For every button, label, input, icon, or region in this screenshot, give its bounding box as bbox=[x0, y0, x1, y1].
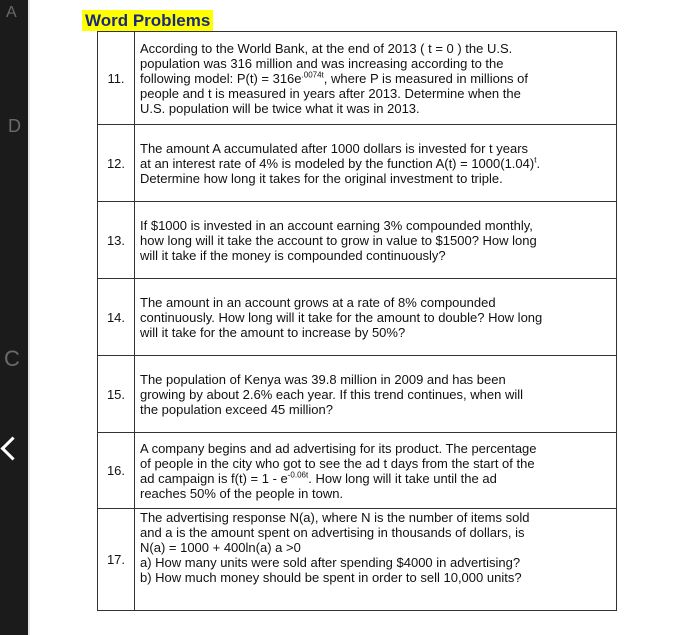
problem-line: If $1000 is invested in an account earning 3% compounded monthly, bbox=[140, 218, 533, 233]
sidebar-letter-d: D bbox=[8, 116, 21, 136]
problem-number: 12. bbox=[98, 125, 135, 202]
line-text: , where P is measured in millions of bbox=[323, 71, 529, 86]
problem-row bbox=[98, 433, 617, 509]
exponent: -0.06t bbox=[287, 470, 309, 480]
problem-line: and a is the amount spent on advertising in thousands of dollars, is bbox=[140, 525, 525, 540]
problem-line: growing by about 2.6% each year. If this trend continues, when will bbox=[140, 387, 523, 402]
problem-text bbox=[135, 433, 617, 509]
problem-number: 11. bbox=[98, 32, 135, 125]
problem-row bbox=[98, 202, 617, 279]
problem-number: 14. bbox=[98, 279, 135, 356]
line-text: at an interest rate of 4% is modeled by the function A(t) = 1000(1.04) bbox=[140, 156, 535, 171]
problem-line: will it take for the amount to increase by 50%? bbox=[140, 325, 406, 340]
problem-line bbox=[140, 156, 610, 171]
problem-line: of people in the city who got to see the ad t days from the start of the bbox=[140, 456, 535, 471]
problem-line: continuously. How long will it take for the amount to double? How long bbox=[140, 310, 543, 325]
problem-line: Determine how long it takes for the original investment to triple. bbox=[140, 171, 503, 186]
line-text: following model: P(t) = 316e bbox=[140, 71, 302, 86]
problem-line: a) How many units were sold after spending $4000 in advertising? bbox=[140, 555, 521, 570]
exponent: t bbox=[534, 155, 537, 165]
problem-text bbox=[135, 356, 617, 433]
problem-number: 16. bbox=[98, 433, 135, 509]
page-title: Word Problems bbox=[82, 10, 213, 31]
problem-line: N(a) = 1000 + 400ln(a) a >0 bbox=[140, 540, 301, 555]
sidebar-letter-a: A bbox=[6, 4, 17, 21]
problem-text bbox=[135, 32, 617, 125]
line-text: ad campaign is f(t) = 1 - e bbox=[140, 471, 288, 486]
problem-line: reaches 50% of the people in town. bbox=[140, 486, 344, 501]
problem-text bbox=[135, 279, 617, 356]
problem-row bbox=[98, 509, 617, 611]
sidebar-letter-c: C bbox=[4, 346, 20, 371]
problem-line: people and t is measured in years after 2013. Determine when the bbox=[140, 86, 521, 101]
chevron-left-icon[interactable] bbox=[0, 436, 24, 460]
problem-line: U.S. population will be twice what it was in 2013. bbox=[140, 101, 420, 116]
problem-number: 15. bbox=[98, 356, 135, 433]
problem-line: A company begins and ad advertising for its product. The percentage bbox=[140, 441, 537, 456]
problem-row bbox=[98, 279, 617, 356]
problem-line: how long will it take the account to grow in value to $1500? How long bbox=[140, 233, 537, 248]
line-text: . bbox=[536, 156, 541, 171]
problem-row bbox=[98, 356, 617, 433]
problem-line: The amount in an account grows at a rate of 8% compounded bbox=[140, 295, 496, 310]
problem-line: the population exceed 45 million? bbox=[140, 402, 333, 417]
problems-table bbox=[97, 31, 617, 611]
problem-line bbox=[140, 471, 610, 486]
problem-line: population was 316 million and was increasing according to the bbox=[140, 56, 504, 71]
problem-text bbox=[135, 509, 617, 611]
problem-line: will it take if the money is compounded continuously? bbox=[140, 248, 446, 263]
problem-line: The advertising response N(a), where N is the number of items sold bbox=[140, 510, 530, 525]
problem-line: According to the World Bank, at the end of 2013 ( t = 0 ) the U.S. bbox=[140, 41, 513, 56]
problem-row bbox=[98, 125, 617, 202]
panel-divider bbox=[28, 0, 30, 635]
problem-line bbox=[140, 71, 610, 86]
problem-number: 13. bbox=[98, 202, 135, 279]
problem-line: The population of Kenya was 39.8 million in 2009 and has been bbox=[140, 372, 506, 387]
problem-line: The amount A accumulated after 1000 dollars is invested for t years bbox=[140, 141, 529, 156]
problem-number: 17. bbox=[98, 509, 135, 611]
line-text: . How long will it take until the ad bbox=[308, 471, 497, 486]
problem-text bbox=[135, 125, 617, 202]
problem-line: b) How much money should be spent in order to sell 10,000 units? bbox=[140, 570, 522, 585]
exponent: .0074t bbox=[301, 70, 324, 80]
problem-text bbox=[135, 202, 617, 279]
problem-row bbox=[98, 32, 617, 125]
left-side-panel bbox=[0, 0, 28, 635]
